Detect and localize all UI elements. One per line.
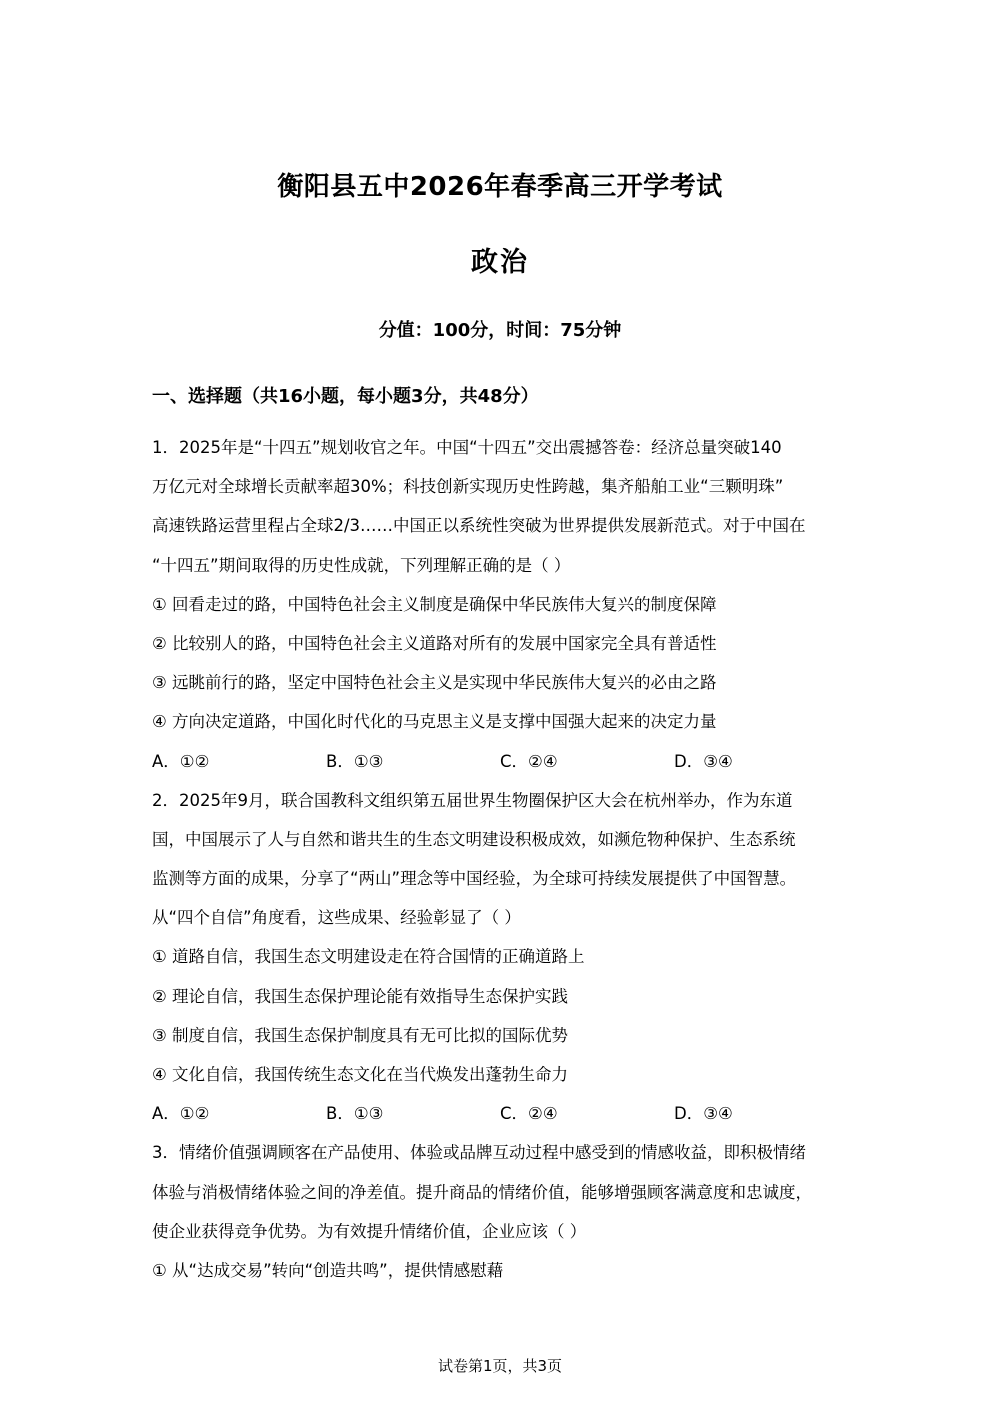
statement-option: ② 理论自信，我国生态保护理论能有效指导生态保护实践 xyxy=(152,986,569,1006)
questions-container xyxy=(152,428,852,1290)
question-stem-line: 监测等方面的成果，分享了“两山”理念等中国经验，为全球可持续发展提供了中国智慧。 xyxy=(152,869,797,889)
question-3 xyxy=(152,1133,852,1290)
choice-d: D．③④ xyxy=(674,1104,733,1124)
statement-option: ① 从“达成交易”转向“创造共鸣”，提供情感慰藉 xyxy=(152,1260,504,1280)
choice-b: B．①③ xyxy=(326,751,384,771)
statement-option: ① 道路自信，我国生态文明建设走在符合国情的正确道路上 xyxy=(152,947,585,967)
score-time-info: 分值：100分，时间：75分钟 xyxy=(378,320,622,341)
page-footer: 试卷第1页，共3页 xyxy=(437,1357,563,1375)
choice-a: A．①② xyxy=(152,751,210,771)
question-stem-line: 3．情绪价值强调顾客在产品使用、体验或品牌互动过程中感受到的情感收益，即积极情绪 xyxy=(152,1143,806,1163)
question-stem-line: 国，中国展示了人与自然和谐共生的生态文明建设积极成效，如濒危物种保护、生态系统 xyxy=(152,829,796,849)
choice-c: C．②④ xyxy=(500,751,558,771)
question-stem-line: 高速铁路运营里程占全球2/3……中国正以系统性突破为世界提供发展新范式。对于中国在 xyxy=(152,516,806,536)
subject-title: 政治 xyxy=(471,247,529,278)
choice-a: A．①② xyxy=(152,1104,210,1124)
question-stem-line: “十四五”期间取得的历史性成就，下列理解正确的是（ ） xyxy=(152,555,571,575)
question-2 xyxy=(152,781,852,1134)
question-stem-line: 从“四个自信”角度看，这些成果、经验彰显了（ ） xyxy=(152,908,521,928)
choice-c: C．②④ xyxy=(500,1104,558,1124)
question-stem-line: 2．2025年9月，联合国教科文组织第五届世界生物圈保护区大会在杭州举办，作为东道 xyxy=(152,790,793,810)
statement-option: ③ 远眺前行的路，坚定中国特色社会主义是实现中华民族伟大复兴的必由之路 xyxy=(152,673,717,693)
answer-choices xyxy=(152,1094,852,1133)
statement-option: ② 比较别人的路，中国特色社会主义道路对所有的发展中国家完全具有普适性 xyxy=(152,633,717,653)
section-heading: 一、选择题（共16小题，每小题3分，共48分） xyxy=(152,386,539,407)
choice-d: D．③④ xyxy=(674,751,733,771)
statement-option: ③ 制度自信，我国生态保护制度具有无可比拟的国际优势 xyxy=(152,1025,569,1045)
statement-option: ① 回看走过的路，中国特色社会主义制度是确保中华民族伟大复兴的制度保障 xyxy=(152,594,717,614)
question-stem-line: 体验与消极情绪体验之间的净差值。提升商品的情绪价值，能够增强顾客满意度和忠诚度， xyxy=(152,1182,812,1202)
choice-b: B．①③ xyxy=(326,1104,384,1124)
question-stem-line: 万亿元对全球增长贡献率超30%；科技创新实现历史性跨越，集齐船舶工业“三颗明珠” xyxy=(152,477,784,497)
question-1 xyxy=(152,428,852,781)
question-stem-line: 1．2025年是“十四五”规划收官之年。中国“十四五”交出震撼答卷：经济总量突破140 xyxy=(152,438,782,457)
exam-title: 衡阳县五中2026年春季高三开学考试 xyxy=(277,172,723,202)
statement-option: ④ 方向决定道路，中国化时代化的马克思主义是支撑中国强大起来的决定力量 xyxy=(152,712,717,732)
question-stem-line: 使企业获得竞争优势。为有效提升情绪价值，企业应该（ ） xyxy=(152,1221,587,1241)
answer-choices xyxy=(152,742,852,781)
statement-option: ④ 文化自信，我国传统生态文化在当代焕发出蓬勃生命力 xyxy=(152,1065,569,1084)
